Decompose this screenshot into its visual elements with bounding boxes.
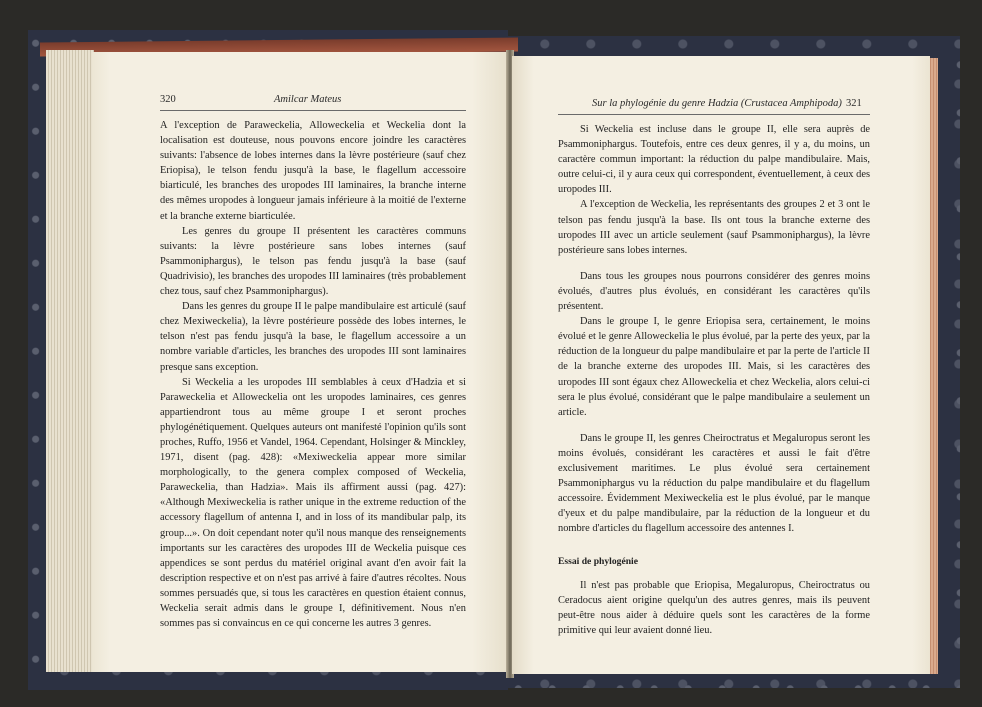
left-paragraph-1: A l'exception de Paraweckelia, Alloweckelia et Weckelia dont la localisation est douteuse, nous pouvons encore joindre les caractères suivants: l'absence de lobes internes dans la lèvre postérieure (sauf chez Eriopisa), le telson fendu jusqu'à la base, le flagellum accessoire biarticulé, les branches des uropodes III laminaires, la branche interne des mêmes uropodes à longueur jamais inférieure à la moitié de l'externe et la branche externe biarticulée. — [160, 120, 466, 222]
right-body-text — [558, 122, 870, 638]
left-header-rule — [160, 110, 466, 111]
left-paragraph-4: Si Weckelia a les uropodes III semblables à ceux d'Hadzia et si Paraweckelia et Alloweckelia ont les uropodes laminaires, ces genres appartiendront tous au même groupe I et seront proches phylogénétiquement. Quelques auteurs ont manifesté l'opinion qu'ils sont proches, Ruffo, 1956 et Vandel, 1964. Cependant, Holsinger & Minckley, 1971, disent (pag. 428): «Mexiweckelia appear more similar morphologically, to the genera complex composed of Weckelia, Paraweckelia, than Hadzia». Mais ils affirment aussi (pag. 427): «Although Mexiweckelia is rather unique in the extreme reduction of the accessory flagellum of antenna I, and in loss of its mandibular palp, its group...». On doit cependant noter qu'il nous manque des renseignements importants sur les caractères des uropodes III de Weckelia puisque ces appendices se sont perdus du matériel original avant d'en avoir fait la description respective et on n'est pas arrivé à faire d'autres récoltes. Nous sommes persuadés que, si tous les caractères en question étaient connus, Weckelia serait admis dans le groupe I, définitivement. Nous n'en sommes pas si convaincus en ce qui concerne les autres 3 genres. — [160, 376, 466, 630]
right-page — [512, 56, 930, 674]
left-page — [92, 52, 508, 672]
right-paragraph-4: Dans le groupe I, le genre Eriopisa sera, certainement, le moins évolué et le genre Alloweckelia le plus évolué, par la perte des yeux, par la réduction de la longueur du palpe mandibulaire et par la perte de l'article II de la branche externe des uropodes III. Mais, si les caractères des uropodes III sont égaux chez Alloweckelia et chez Weckelia, alors celui-ci sera le plus évolué, considérant que le palpe mandibulaire a seulement un article. — [558, 316, 870, 418]
left-paragraph-3: Dans les genres du groupe II le palpe mandibulaire est articulé (sauf chez Mexiweckelia), la lèvre postérieure possède des lobes internes, le telson n'est pas fendu jusqu'à la base, le flagellum accessoire a un nombre variable d'articles, les branches des uropodes III sont laminaires presque sans exception. — [160, 301, 466, 373]
right-paragraph-2: A l'exception de Weckelia, les représentants des groupes 2 et 3 ont le telson pas fendu jusqu'à la base. Ils ont tous la branche externe des uropodes III avec un article seulement (sauf Psammoniphargus), la lèvre postérieure sans lobes internes. — [558, 199, 870, 256]
section-paragraph: Il n'est pas probable que Eriopisa, Megaluropus, Cheiroctratus ou Ceradocus aient origine quelqu'un des autres genres, mais ils peuvent peut-être nous aider à déduire quels sont les caractères de la forme primitive qui leur avaient donné lieu. — [558, 579, 870, 636]
section-heading: Essai de phylogénie — [558, 556, 638, 568]
right-paragraph-5: Dans le groupe II, les genres Cheiroctratus et Megaluropus seront les moins évolués, considérant les caractères et aussi le fait d'être exclusivement maritimes. Le plus évolué sera certainement Psammoniphargus vu la réduction du palpe mandibulaire et du flagellum accessoire. Évidemment Mexiweckelia est le plus évolué, par le manque d'yeux et du palpe mandibulaire, par la réduction de la longueur et du nombre d'articles du flagellum accessoire des antennes I. — [558, 432, 870, 535]
right-paragraph-1: Si Weckelia est incluse dans le groupe II, elle sera auprès de Psammoniphargus. Toutefois, entre ces deux genres, il y a, du moins, un caractère commun important: la réduction du palpe mandibulaire. Mais, outre celui-ci, il y aura ceux qui correspondent, éventuellement, à ceux des uropodes III. — [558, 124, 870, 196]
page-edges-left — [46, 50, 94, 672]
left-running-head: Amilcar Mateus — [274, 94, 342, 105]
right-page-number: 321 — [846, 98, 862, 109]
right-paragraph-3: Dans tous les groupes nous pourrons considérer des genres moins évolués, d'autres plus évolués, en considérant les caractères qu'ils présentent. — [558, 270, 870, 313]
left-page-number: 320 — [160, 94, 176, 105]
right-header-rule — [558, 114, 870, 115]
right-running-head: Sur la phylogénie du genre Hadzia (Crustacea Amphipoda) — [592, 98, 842, 109]
left-paragraph-2: Les genres du groupe II présentent les caractères communs suivants: la lèvre postérieure sans lobes internes (sauf Psammoniphargus), le telson pas fendu jusqu'à la base (sauf Quadrivisio), les branches des uropodes III laminaires (très probablement chez tous, sauf chez Psammoniphargus). — [160, 225, 466, 298]
left-body-text — [160, 118, 466, 631]
